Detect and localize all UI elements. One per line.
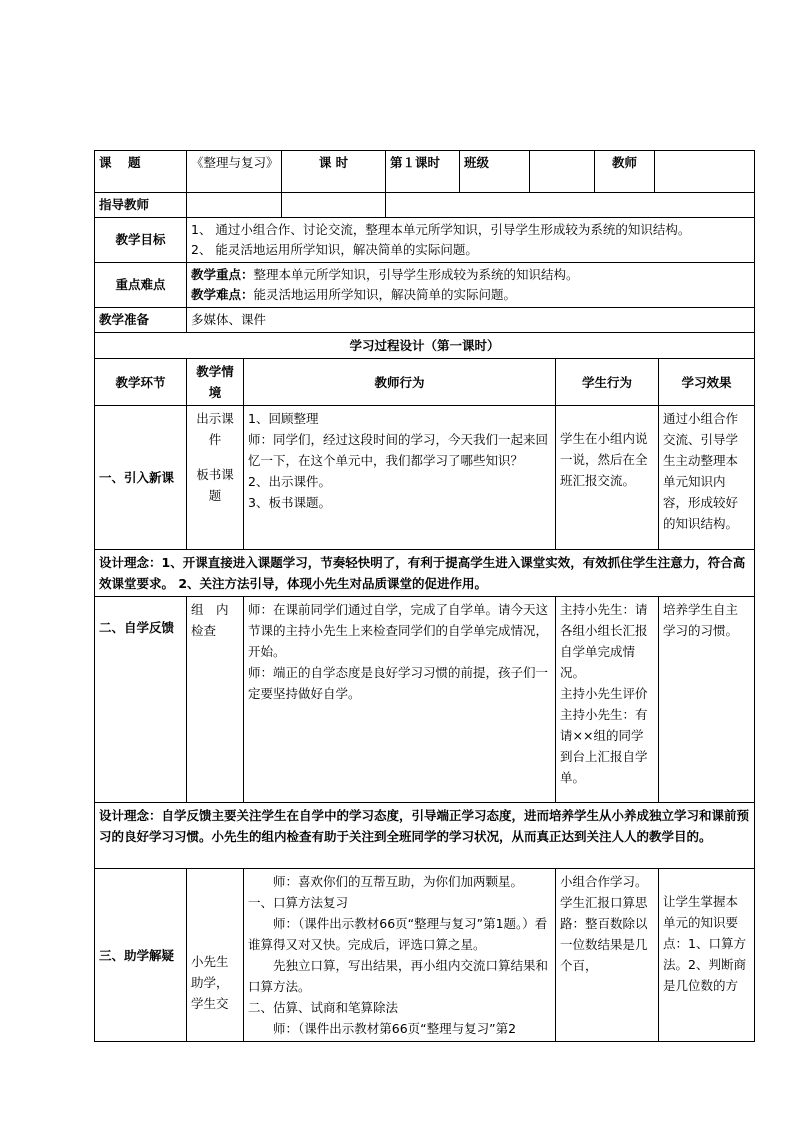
keypoints-content	[187, 263, 755, 308]
teacher-2-line-1: 师：在课前同学们通过自学，完成了自学单。请今天这节课的主持小先生上来检查同学们的自学单完成情况，开始。	[248, 602, 549, 659]
col-student: 学生行为	[556, 359, 659, 406]
teacher-3-line-1: 师：喜欢你们的互帮互助，为你们加两颗星。	[273, 874, 524, 889]
period-label: 课 时	[282, 151, 386, 193]
context-3: 小先生助学，学生交	[187, 869, 244, 1042]
advisor-blank-2	[386, 193, 755, 218]
focus-text: 整理本单元所学知识，引导学生形成较为系统的知识结构。	[253, 267, 579, 282]
col-teacher: 教师行为	[244, 359, 556, 406]
teacher-value	[655, 151, 755, 193]
difficulty-line	[191, 285, 750, 305]
teacher-1	[244, 406, 556, 550]
teacher-1-line-1: 1、回顾整理	[248, 411, 319, 426]
teacher-3-line-2: 一、口算方法复习	[248, 895, 349, 910]
student-1: 学生在小组内说一说，然后在全班汇报交流。	[556, 406, 659, 550]
effect-3: 让学生掌握本单元的知识要点：1、口算方法。2、判断商是几位数的方	[659, 869, 755, 1042]
student-2-line-2: 主持小先生评价	[560, 686, 648, 701]
teacher-3-line-6: 师：（课件出示教材第66页“整理与复习”第2	[273, 1021, 517, 1036]
goal-line-2: 2、 能灵活地运用所学知识，解决简单的实际问题。	[191, 242, 478, 257]
prep-label: 教学准备	[95, 308, 187, 333]
context-2: 组 内检查	[187, 597, 244, 803]
advisor-blank-1	[282, 193, 386, 218]
teacher-1-line-2: 师：同学们，经过这段时间的学习，今天我们一起来回忆一下，在这个单元中，我们都学习了哪些知识？	[248, 432, 549, 468]
teacher-label: 教师	[595, 151, 655, 193]
effect-1: 通过小组合作交流、引导学生主动整理本单元知识内容，形成较好的知识结构。	[659, 406, 755, 550]
class-label: 班级	[460, 151, 530, 193]
advisor-value	[187, 193, 282, 218]
teacher-3-line-3: 师：（课件出示教材66页“整理与复习”第1题。）看谁算得又对又快。完成后，评选口算之星。	[248, 916, 548, 952]
teacher-3-line-5: 二、估算、试商和笔算除法	[248, 1000, 399, 1015]
teacher-1-line-3: 2、出示课件。	[248, 474, 331, 489]
context-1	[187, 406, 244, 550]
student-2-line-3: 主持小先生：有请××组的同学到台上汇报自学单。	[560, 707, 648, 785]
student-3: 小组合作学习。学生汇报口算思路：整百数除以一位数结果是几个百，	[556, 869, 659, 1042]
goals-label: 教学目标	[95, 218, 187, 263]
difficulty-text: 能灵活地运用所学知识，解决简单的实际问题。	[253, 287, 517, 302]
goal-line-1: 1、 通过小组合作、讨论交流，整理本单元所学知识，引导学生形成较为系统的知识结构。	[191, 222, 691, 237]
col-context: 教学情境	[187, 359, 244, 406]
student-2	[556, 597, 659, 803]
process-title: 学习过程设计（第一课时）	[95, 333, 755, 359]
goals-content	[187, 218, 755, 263]
stage-3: 三、助学解疑	[95, 869, 187, 1042]
stage-2: 二、自学反馈	[95, 597, 187, 803]
prep-value: 多媒体、课件	[187, 308, 755, 333]
context-1-item-2: 板书课题	[196, 467, 234, 503]
topic-label: 课 题	[95, 151, 187, 193]
advisor-label: 指导教师	[95, 193, 187, 218]
col-stage: 教学环节	[95, 359, 187, 406]
stage-1: 一、引入新课	[95, 406, 187, 550]
class-value	[530, 151, 595, 193]
period-value: 第１课时	[386, 151, 460, 193]
process-table	[94, 333, 755, 1042]
teacher-3-line-4: 先独立口算，写出结果，再小组内交流口算结果和口算方法。	[248, 958, 549, 994]
teacher-3	[244, 869, 556, 1042]
teacher-2-line-2: 师：端正的自学态度是良好学习习惯的前提，孩子们一定要坚持做好自学。	[248, 665, 549, 701]
teacher-1-line-4: 3、板书课题。	[248, 495, 331, 510]
col-effect: 学习效果	[659, 359, 755, 406]
design-note-2: 设计理念：自学反馈主要关注学生在自学中的学习态度，引导端正学习态度，进而培养学生从小养成独立学习和课前预习的良好学习习惯。小先生的组内检查有助于关注到全班同学的学习状况，从而真正达到关注人人的教学目的。	[95, 803, 755, 869]
keypoints-label: 重点难点	[95, 263, 187, 308]
lesson-info-table	[94, 150, 755, 333]
design-note-1: 设计理念：1、开课直接进入课题学习，节奏轻快明了，有利于提高学生进入课堂实效，有效抓住学生注意力，符合高效课堂要求。 2、关注方法引导，体现小先生对品质课堂的促进作用。	[95, 550, 755, 597]
difficulty-label: 教学难点：	[191, 287, 254, 302]
effect-2: 培养学生自主学习的习惯。	[659, 597, 755, 803]
context-1-item-1: 出示课件	[196, 411, 234, 447]
focus-line	[191, 265, 750, 285]
student-2-line-1: 主持小先生：请各组小组长汇报自学单完成情况。	[560, 602, 648, 680]
focus-label: 教学重点：	[191, 267, 254, 282]
teacher-2	[244, 597, 556, 803]
lesson-plan-page	[94, 150, 754, 1042]
topic-value: 《整理与复习》	[187, 151, 282, 193]
